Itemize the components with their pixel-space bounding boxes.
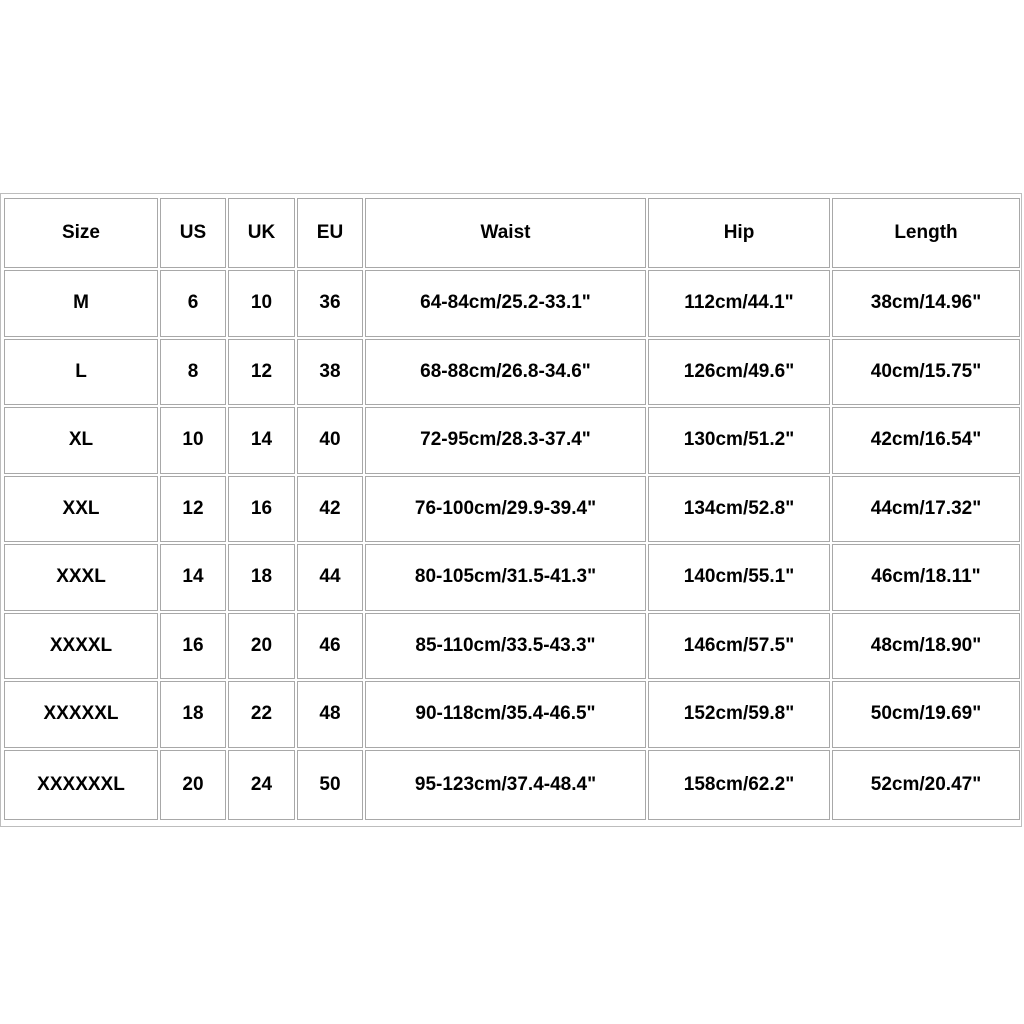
table-row (4, 544, 1020, 611)
cell-length: 42cm/16.54" (832, 407, 1020, 474)
header-length: Length (832, 198, 1020, 268)
cell-eu: 38 (297, 339, 363, 406)
size-chart-table (2, 196, 1022, 822)
cell-hip: 126cm/49.6" (648, 339, 830, 406)
table-row (4, 750, 1020, 820)
cell-uk: 22 (228, 681, 295, 748)
cell-uk: 10 (228, 270, 295, 337)
cell-us: 8 (160, 339, 226, 406)
cell-uk: 16 (228, 476, 295, 543)
table-row (4, 339, 1020, 406)
cell-waist: 90-118cm/35.4-46.5" (365, 681, 646, 748)
cell-size: XXXXXL (4, 681, 158, 748)
cell-uk: 18 (228, 544, 295, 611)
cell-uk: 14 (228, 407, 295, 474)
cell-size: XXXXXXL (4, 750, 158, 820)
cell-hip: 112cm/44.1" (648, 270, 830, 337)
cell-size: XL (4, 407, 158, 474)
cell-eu: 48 (297, 681, 363, 748)
cell-eu: 50 (297, 750, 363, 820)
cell-size: XXXXL (4, 613, 158, 680)
cell-waist: 80-105cm/31.5-41.3" (365, 544, 646, 611)
size-chart-frame (0, 193, 1022, 827)
table-row (4, 613, 1020, 680)
table-row (4, 407, 1020, 474)
cell-hip: 146cm/57.5" (648, 613, 830, 680)
cell-eu: 44 (297, 544, 363, 611)
cell-hip: 140cm/55.1" (648, 544, 830, 611)
cell-size: XXL (4, 476, 158, 543)
cell-length: 46cm/18.11" (832, 544, 1020, 611)
cell-waist: 76-100cm/29.9-39.4" (365, 476, 646, 543)
cell-length: 44cm/17.32" (832, 476, 1020, 543)
cell-uk: 24 (228, 750, 295, 820)
cell-eu: 36 (297, 270, 363, 337)
cell-eu: 40 (297, 407, 363, 474)
table-row (4, 476, 1020, 543)
header-us: US (160, 198, 226, 268)
cell-waist: 95-123cm/37.4-48.4" (365, 750, 646, 820)
cell-us: 20 (160, 750, 226, 820)
cell-hip: 158cm/62.2" (648, 750, 830, 820)
cell-us: 10 (160, 407, 226, 474)
cell-hip: 130cm/51.2" (648, 407, 830, 474)
cell-length: 52cm/20.47" (832, 750, 1020, 820)
cell-hip: 134cm/52.8" (648, 476, 830, 543)
cell-size: L (4, 339, 158, 406)
cell-waist: 72-95cm/28.3-37.4" (365, 407, 646, 474)
cell-us: 14 (160, 544, 226, 611)
table-header-row (4, 198, 1020, 268)
cell-eu: 42 (297, 476, 363, 543)
cell-length: 48cm/18.90" (832, 613, 1020, 680)
cell-size: M (4, 270, 158, 337)
header-hip: Hip (648, 198, 830, 268)
cell-us: 18 (160, 681, 226, 748)
cell-waist: 68-88cm/26.8-34.6" (365, 339, 646, 406)
cell-uk: 20 (228, 613, 295, 680)
cell-length: 50cm/19.69" (832, 681, 1020, 748)
table-row (4, 681, 1020, 748)
header-uk: UK (228, 198, 295, 268)
table-row (4, 270, 1020, 337)
header-eu: EU (297, 198, 363, 268)
cell-hip: 152cm/59.8" (648, 681, 830, 748)
cell-length: 38cm/14.96" (832, 270, 1020, 337)
header-size: Size (4, 198, 158, 268)
cell-length: 40cm/15.75" (832, 339, 1020, 406)
cell-waist: 85-110cm/33.5-43.3" (365, 613, 646, 680)
cell-waist: 64-84cm/25.2-33.1" (365, 270, 646, 337)
cell-us: 16 (160, 613, 226, 680)
cell-eu: 46 (297, 613, 363, 680)
cell-uk: 12 (228, 339, 295, 406)
cell-us: 12 (160, 476, 226, 543)
header-waist: Waist (365, 198, 646, 268)
cell-size: XXXL (4, 544, 158, 611)
cell-us: 6 (160, 270, 226, 337)
